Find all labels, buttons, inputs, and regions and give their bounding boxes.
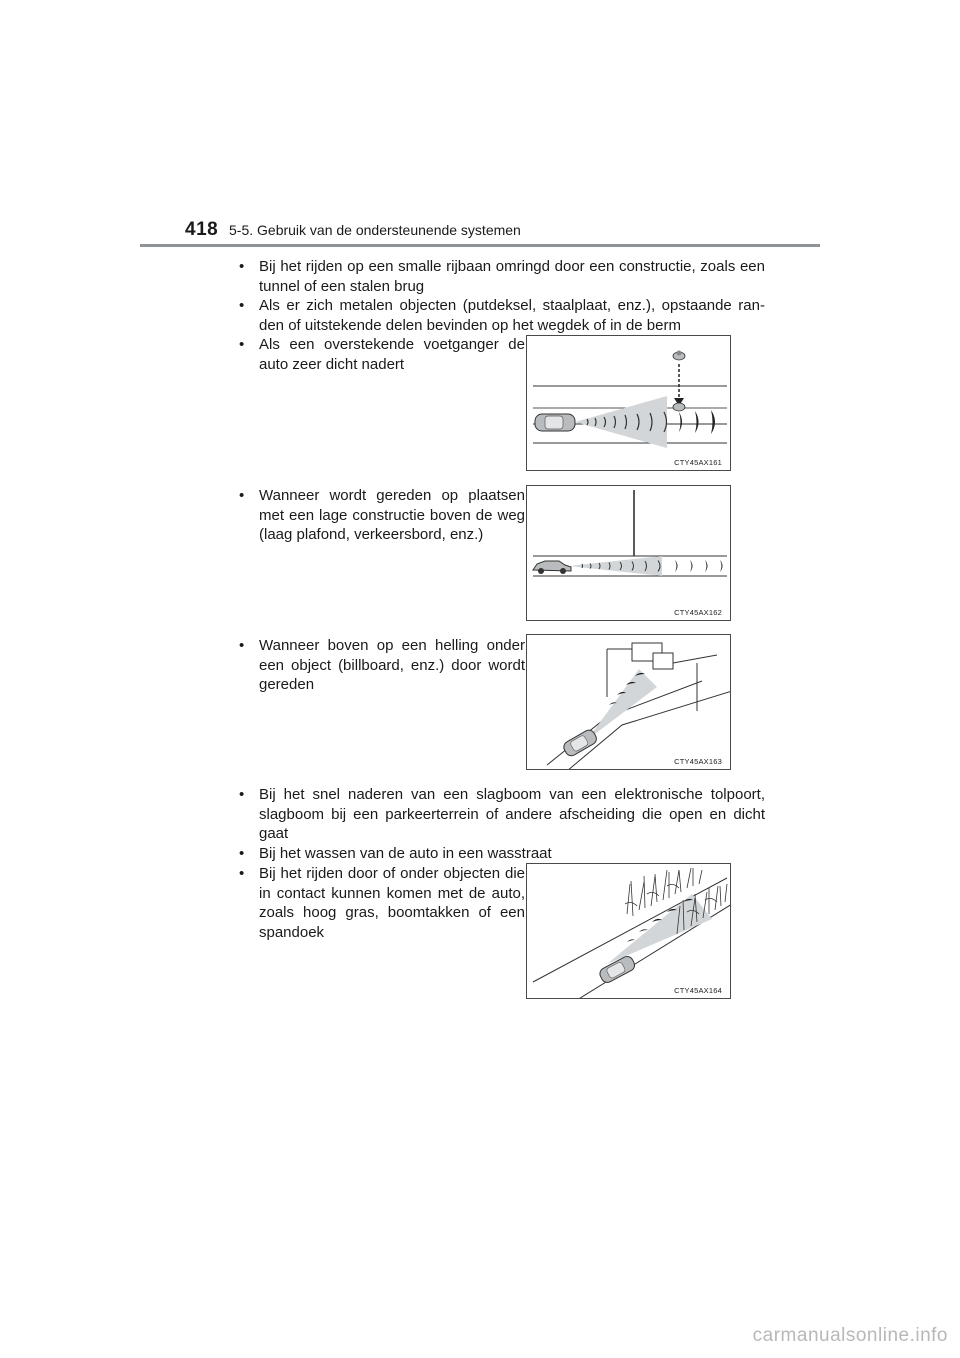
watermark[interactable]: carmanualsonline.info <box>752 1325 948 1346</box>
figure-slope <box>526 634 731 770</box>
figure-code: CTY45AX162 <box>674 608 722 617</box>
bullet-low-structure: • Wanneer wordt gereden op plaatsen met een lage constructie boven de weg (laag plafond, verkeersbord, enz.) <box>239 486 525 545</box>
bullet-gate: • Bij het snel naderen van een slagboom van een elektronische tolpoort, slagboom bij een parkeerterrein of andere afscheiding die open en dicht gaat <box>239 785 765 844</box>
tall-grass-illustration <box>527 864 731 999</box>
figure-code: CTY45AX163 <box>674 757 722 766</box>
section-title: 5-5. Gebruik van de ondersteunende systemen <box>229 222 521 238</box>
bullet-metal-objects: • Als er zich metalen objecten (putdeksel, staalplaat, enz.), opstaande ran-den of uitstekende delen bevinden op het wegdek of in de berm <box>239 296 765 335</box>
figure-low-structure <box>526 485 731 621</box>
header-rule <box>140 244 820 247</box>
bullet-tall-grass: • Bij het rijden door of onder objecten die in contact kunnen komen met de auto, zoals hoog gras, boomtakken of een spandoek <box>239 864 525 942</box>
figure-tall-grass <box>526 863 731 999</box>
billboard-on-slope-illustration <box>527 635 731 770</box>
figure-pedestrian <box>526 335 731 471</box>
bullet-slope: • Wanneer boven op een helling onder een object (billboard, enz.) door wordt gereden <box>239 636 525 695</box>
bullet-pedestrian: • Als een overstekende voetganger de auto zeer dicht nadert <box>239 335 525 374</box>
pedestrian-crossing-illustration <box>527 336 731 471</box>
bullet-carwash: • Bij het wassen van de auto in een wasstraat <box>239 844 765 864</box>
low-overhead-structure-illustration <box>527 486 731 621</box>
figure-code: CTY45AX161 <box>674 458 722 467</box>
bullet-tunnel: • Bij het rijden op een smalle rijbaan omringd door een constructie, zoals een tunnel of een stalen brug <box>239 257 765 296</box>
page-number: 418 <box>185 219 219 240</box>
figure-code: CTY45AX164 <box>674 986 722 995</box>
